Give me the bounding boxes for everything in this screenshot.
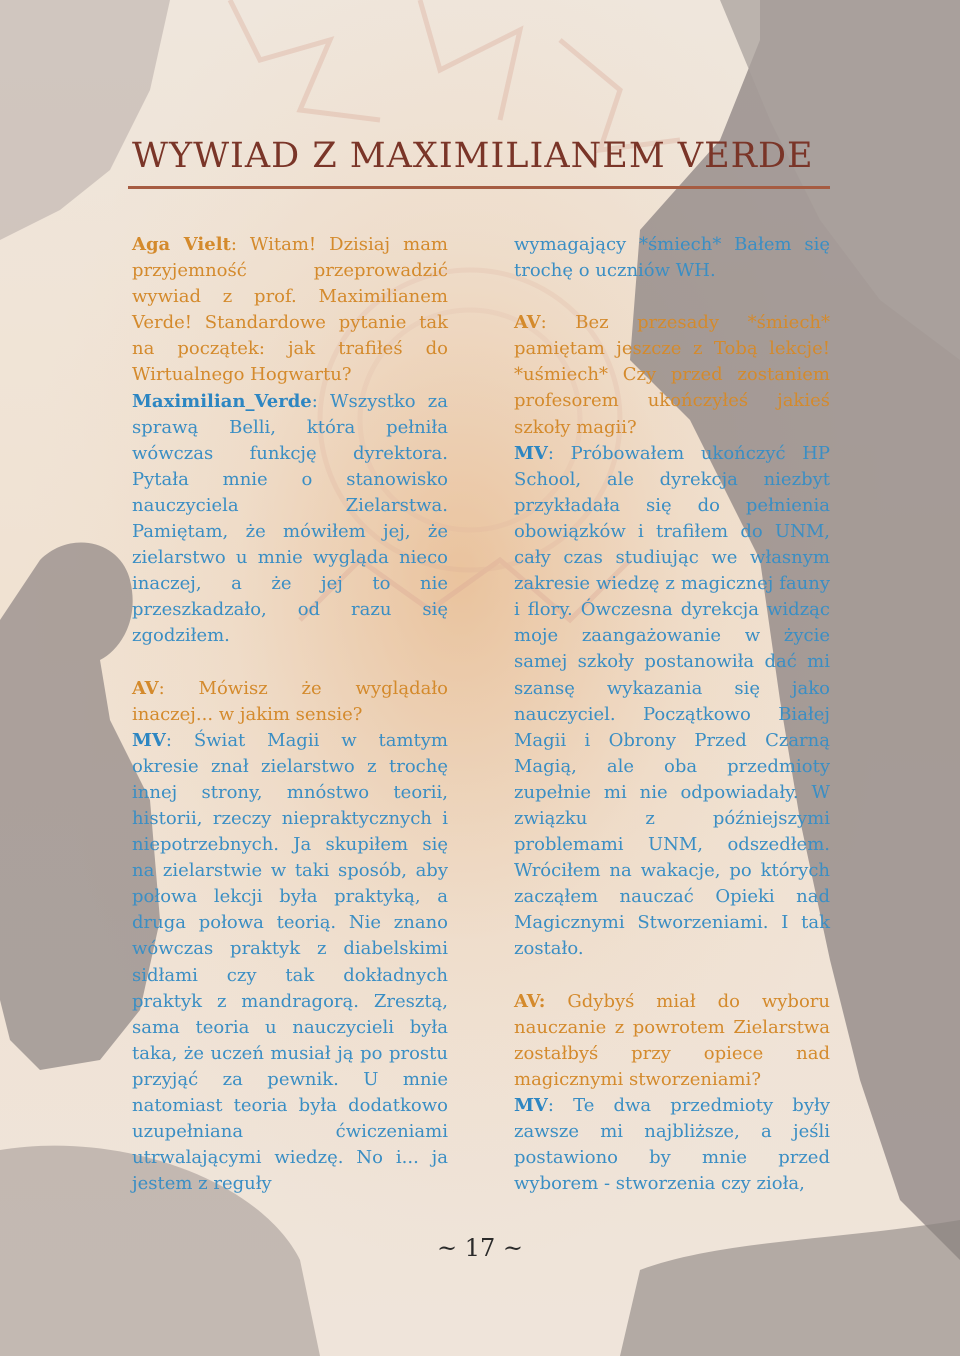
speaker-name: MV: [132, 729, 166, 751]
paragraph-text: : Mówisz że wyglądało inaczej... w jakim sensie?: [132, 677, 448, 725]
speaker-name: AV: [514, 312, 541, 334]
interview-paragraph-5: [514, 232, 830, 284]
page-number: ~ 17 ~: [436, 1234, 523, 1262]
paragraph-text: : Bez przesady *śmiech* pamiętam jeszcze z Tobą lekcje! *uśmiech* Czy przed zostaniem profesorem ukończyłeś jakieś szkoły magii?: [514, 312, 830, 438]
paragraph-text: : Wszystko za sprawą Belli, która pełniła wówczas funkcję dyrektora. Pytała mnie o stanowisko nauczyciela Zielarstwa. Pamiętam, że mówiłem jej, że zielarstwo u mnie wygląda nieco inaczej, a że jej to nie przeszkadzało, od razu się zgodziłem.: [132, 390, 448, 647]
paragraph-text: : Próbowałem ukończyć HP School, ale dyrekcja niezbyt przykładała się do pełnienia obowiązków i trafiłem do UNM, cały czas studiując we własnym zakresie wiedzę z magicznej fauny i flory. Ówczesna dyrekcja widząc moje zaangażowanie w życie samej szkoły postanowiła dać mi szansę wykazania się jako nauczyciel. Początkowo Białej Magii i Obrony Przed Czarną Magią, ale oba przedmioty zupełnie mi nie odpowiadały. W związku z późniejszymi problemami UNM, odszedłem. Wróciłem na wakacje, po których zacząłem nauczać Opieki nad Magicznymi Stworzeniami. I tak zostało.: [514, 442, 830, 960]
interview-paragraph-7: [514, 441, 830, 963]
interview-paragraph-4: [132, 728, 448, 1198]
paragraph-gap: [132, 650, 448, 676]
interview-paragraph-8: [514, 989, 830, 1093]
speaker-name: AV: [132, 677, 159, 699]
interview-paragraph-9: [514, 1093, 830, 1197]
paragraph-text: wymagający *śmiech* Bałem się trochę o uczniów WH.: [514, 234, 830, 282]
speaker-name: MV: [514, 442, 548, 464]
paragraph-text: : Świat Magii w tamtym okresie znał zielarstwo z trochę innej strony, mnóstwo teorii, historii, rzeczy niepraktycznych i niepotrzebnych. Ja skupiłem się na zielarstwie w taki sposób, aby połowa lekcji była praktyką, a druga połowa teorią. Nie znano wówczas praktyk z diabelskimi sidłami czy tak dokładnych praktyk z mandragorą. Zresztą, sama teoria u nauczycieli była taka, że uczeń musiał ją po prostu przyjąć za pewnik. U mnie natomiast teoria była dodatkowo uzupełniana ćwiczeniami utrwalającymi wiedzę. No i... ja jestem z reguły: [132, 729, 448, 1195]
speaker-name: MV: [514, 1094, 548, 1116]
paragraph-gap: [514, 963, 830, 989]
title-underline: [128, 186, 830, 189]
left-column: [132, 232, 448, 1197]
paragraph-text: : Te dwa przedmioty były zawsze mi najbliższe, a jeśli postawiono by mnie przed wyborem - stworzenia czy zioła,: [514, 1094, 830, 1195]
interview-paragraph-2: [132, 389, 448, 650]
paragraph-text: : Witam! Dzisiaj mam przyjemność przeprowadzić wywiad z prof. Maximilianem Verde! Standardowe pytanie tak na początek: jak trafiłeś do Wirtualnego Hogwartu?: [132, 234, 448, 386]
speaker-name: Aga Vielt: [132, 234, 231, 255]
interview-paragraph-3: [132, 676, 448, 728]
article-title: WYWIAD Z MAXIMILIANEM VERDE: [132, 136, 814, 176]
speaker-name: Maximilian_Verde: [132, 390, 312, 412]
speaker-name: AV:: [514, 990, 546, 1012]
paragraph-gap: [514, 284, 830, 310]
interview-paragraph-6: [514, 310, 830, 440]
right-column: [514, 232, 830, 1197]
interview-paragraph-1: [132, 232, 448, 389]
paragraph-text: Gdybyś miał do wyboru nauczanie z powrotem Zielarstwa zostałbyś przy opiece nad magicznymi stworzeniami?: [514, 990, 830, 1090]
